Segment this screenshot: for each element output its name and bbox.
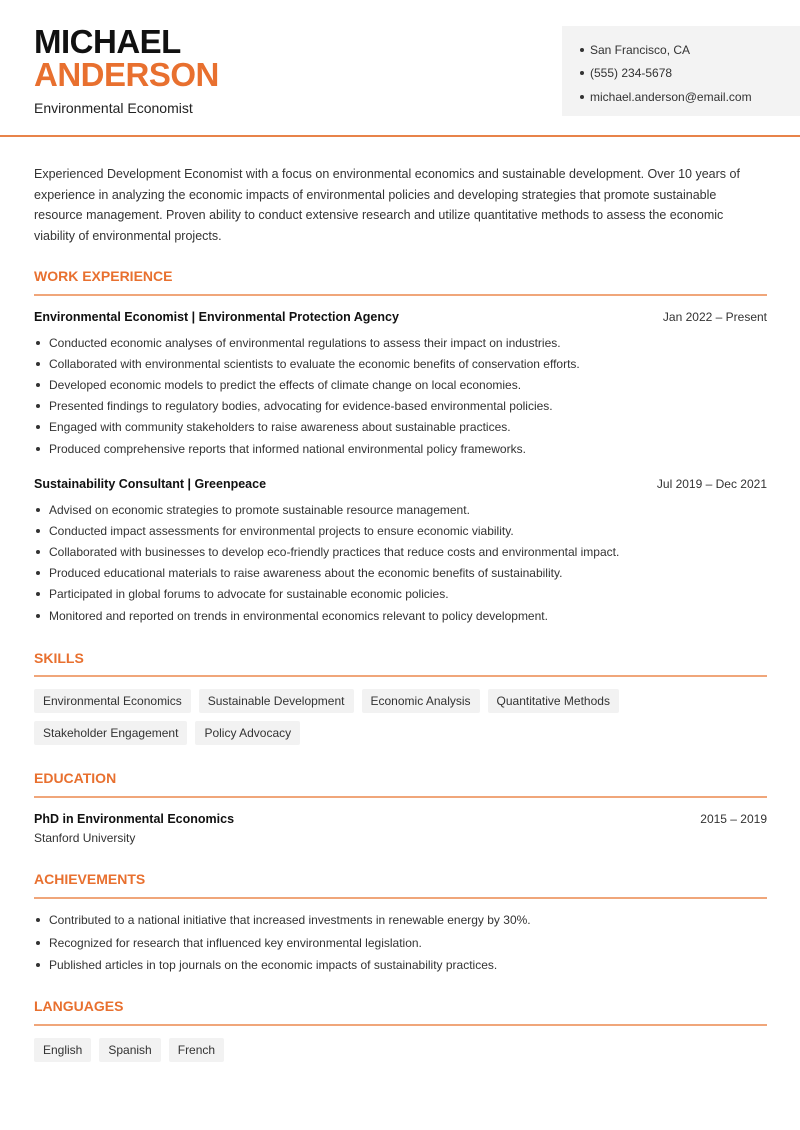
job-bullets bbox=[34, 332, 767, 459]
summary-text: Experienced Development Economist with a focus on environmental economics and sustainable development. Over 10 years of experience in analyzing the economic impacts of environmental policies and developing strategies that promote sustainable resource management. Proven ability to conduct extensive research and utilize quantitative methods to assess the economic viability of environmental projects. bbox=[34, 167, 740, 243]
list-item: Produced comprehensive reports that informed national environmental policy frameworks. bbox=[34, 438, 767, 459]
list-item: Contributed to a national initiative that increased investments in renewable energy by 30%. bbox=[34, 909, 767, 932]
list-item: Collaborated with businesses to develop eco-friendly practices that reduce costs and environmental impact. bbox=[34, 541, 767, 562]
list-item: Collaborated with environmental scientists to evaluate the economic benefits of conservation efforts. bbox=[34, 353, 767, 374]
contact-phone: (555) 234-5678 bbox=[580, 62, 800, 86]
bullet-icon bbox=[36, 341, 40, 345]
skill-chip: Sustainable Development bbox=[199, 689, 354, 713]
language-chip: English bbox=[34, 1038, 91, 1062]
list-item: Participated in global forums to advocate for sustainable economic policies. bbox=[34, 584, 767, 605]
skill-chip: Economic Analysis bbox=[362, 689, 480, 713]
bullet-icon bbox=[36, 508, 40, 512]
education-header bbox=[34, 812, 767, 826]
bullet-icon bbox=[36, 362, 40, 366]
contact-location: San Francisco, CA bbox=[580, 38, 800, 62]
bullet-icon bbox=[36, 425, 40, 429]
bullet-icon bbox=[36, 592, 40, 596]
last-name: ANDERSON bbox=[34, 56, 219, 93]
bullet-icon bbox=[36, 963, 40, 967]
section-divider bbox=[34, 294, 767, 296]
section-title-skills: SKILLS bbox=[34, 650, 84, 666]
bullet-icon bbox=[36, 918, 40, 922]
bullet-icon bbox=[36, 550, 40, 554]
job-dates: Jul 2019 – Dec 2021 bbox=[656, 477, 767, 491]
bullet-icon bbox=[580, 95, 584, 99]
bullet-icon bbox=[580, 71, 584, 75]
bullet-icon bbox=[36, 383, 40, 387]
skill-chip: Policy Advocacy bbox=[195, 721, 300, 745]
list-item: Developed economic models to predict the effects of climate change on local economies. bbox=[34, 374, 767, 395]
contact-box bbox=[562, 26, 800, 116]
bullet-icon bbox=[36, 447, 40, 451]
list-item: Presented findings to regulatory bodies, advocating for evidence-based environmental policies. bbox=[34, 396, 767, 417]
list-item: Recognized for research that influenced key environmental legislation. bbox=[34, 932, 767, 955]
list-item: Conducted impact assessments for environmental projects to ensure economic viability. bbox=[34, 520, 767, 541]
job-header bbox=[34, 477, 767, 491]
section-divider bbox=[34, 1024, 767, 1026]
bullet-icon bbox=[36, 404, 40, 408]
language-chip: Spanish bbox=[99, 1038, 160, 1062]
first-name: MICHAEL bbox=[34, 23, 181, 60]
job-dates: Jan 2022 – Present bbox=[662, 310, 767, 324]
achievements-list bbox=[34, 909, 767, 977]
job-header bbox=[34, 310, 767, 324]
bullet-icon bbox=[580, 48, 584, 52]
bullet-icon bbox=[36, 571, 40, 575]
resume-header bbox=[0, 0, 800, 137]
language-chip: French bbox=[169, 1038, 224, 1062]
list-item: Engaged with community stakeholders to raise awareness about sustainable practices. bbox=[34, 417, 767, 438]
list-item: Published articles in top journals on the economic impacts of sustainability practices. bbox=[34, 954, 767, 977]
list-item: Monitored and reported on trends in environmental economics relevant to policy development. bbox=[34, 605, 767, 626]
job-role: Environmental Economist | Environmental Protection Agency bbox=[34, 310, 399, 324]
job-role: Sustainability Consultant | Greenpeace bbox=[34, 477, 267, 491]
skill-chip: Stakeholder Engagement bbox=[34, 721, 187, 745]
skill-chip: Environmental Economics bbox=[34, 689, 191, 713]
education-dates: 2015 – 2019 bbox=[700, 812, 767, 826]
section-title-education: EDUCATION bbox=[34, 770, 117, 786]
section-divider bbox=[34, 796, 767, 798]
section-title-languages: LANGUAGES bbox=[34, 998, 124, 1014]
bullet-icon bbox=[36, 941, 40, 945]
section-divider bbox=[34, 675, 767, 677]
section-divider bbox=[34, 897, 767, 899]
job-bullets bbox=[34, 499, 767, 626]
list-item: Produced educational materials to raise awareness about the economic benefits of sustainability. bbox=[34, 563, 767, 584]
skill-chip: Quantitative Methods bbox=[488, 689, 619, 713]
degree: PhD in Environmental Economics bbox=[34, 812, 235, 826]
section-title-work: WORK EXPERIENCE bbox=[34, 268, 173, 284]
job-title: Environmental Economist bbox=[34, 100, 193, 116]
school-name: Stanford University bbox=[34, 831, 136, 845]
section-title-achievements: ACHIEVEMENTS bbox=[34, 871, 146, 887]
bullet-icon bbox=[36, 529, 40, 533]
contact-email: michael.anderson@email.com bbox=[580, 85, 800, 109]
skills-list bbox=[34, 689, 767, 745]
list-item: Advised on economic strategies to promote sustainable resource management. bbox=[34, 499, 767, 520]
bullet-icon bbox=[36, 614, 40, 618]
languages-list bbox=[34, 1038, 767, 1062]
list-item: Conducted economic analyses of environmental regulations to assess their impact on industries. bbox=[34, 332, 767, 353]
